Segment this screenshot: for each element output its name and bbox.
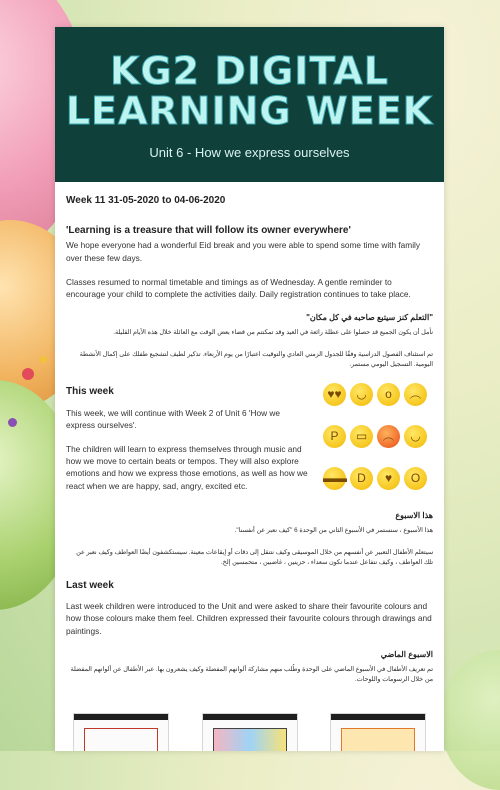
student-drawing-thumbnail[interactable]: [330, 713, 426, 751]
this-week-paragraph-2: The children will learn to express themselves through music and how we move to certain beats or tempos. They will also explore emotions and how we express those emotions, as well as how we react when we are happy, sad, angry, excited etc.: [66, 444, 308, 491]
kiss-icon: ♥: [377, 467, 400, 490]
header-banner: [55, 27, 444, 182]
this-week-section: [66, 382, 433, 503]
arabic-last-week-paragraph-1: تم تعريف الأطفال في الأسبوع الماضي على الوحدة وطُلب منهم مشاركة ألوانهم المفضلة وكيف يشعرون بها. عبر الأطفال عن ألوانهم المفضلة من خلال الرسومات واللوحات.: [70, 666, 433, 684]
sunglasses-icon: ▬▬: [323, 467, 346, 490]
emotions-emoji-grid: [323, 383, 433, 503]
green-balloon-small: [440, 650, 500, 790]
tears-of-joy-icon: ◡: [404, 425, 427, 448]
grin-icon: ▭: [350, 425, 373, 448]
newsletter-card: [55, 27, 444, 751]
last-week-heading: Last week: [66, 580, 114, 592]
student-drawing-thumbnail[interactable]: [202, 713, 298, 751]
arabic-intro-paragraph-2: تم استئناف الفصول الدراسية وفقًا للجدول الزمني العادي والتوقيت اعتبارًا من يوم الأربعاء. تذكير لطيف لتشجيع طفلك على إكمال الأنشطة اليومية. التسجيل اليومي مستمر.: [79, 351, 433, 369]
arabic-this-week-paragraph-2: سيتعلم الأطفال التعبير عن أنفسهم من خلال الموسيقى وكيف نتنقل إلى دقات أو إيقاعات معينة. سيستكشفون أيضًا العواطف وكيف نعبر عن تلك العواطف ، وكيف نتفاعل عندما نكون سعداء ، حزينين ، غاضبين ، متحمسين إلخ.: [76, 549, 433, 567]
tongue-out-icon: P: [323, 425, 346, 448]
laughing-icon: D: [350, 467, 373, 490]
confetti-dot: [22, 368, 34, 380]
intro-paragraph-1: We hope everyone had a wonderful Eid break and you were able to spend some time with family over these few days.: [66, 240, 421, 263]
smile-icon: ◡: [350, 383, 373, 406]
arabic-this-week-heading: هذا الاسبوع: [395, 510, 433, 520]
content-area: [55, 182, 444, 685]
confetti-dot: [8, 418, 17, 427]
confetti-dot: [40, 356, 47, 363]
week-line: Week 11 31-05-2020 to 04-06-2020: [66, 195, 226, 206]
arabic-quote-heading: "التعلم كنز سيتبع صاحبه في كل مكان": [306, 313, 433, 323]
page-title: KG2 DIGITAL LEARNING WEEK: [65, 49, 434, 133]
arabic-intro-paragraph-1: نأمل أن يكون الجميع قد حصلوا على عطلة رائعة في العيد وقد تمكنتم من قضاء بعض الوقت مع العائلة خلال هذه الأيام القليلة.: [113, 329, 433, 337]
student-drawing-thumbnail[interactable]: [73, 713, 169, 751]
surprised-icon: o: [377, 383, 400, 406]
crying-icon: ︵: [404, 383, 427, 406]
arabic-this-week-paragraph-1: هذا الأسبوع ، سنستمر في الأسبوع الثاني من الوحدة 6 "كيف نعبر عن أنفسنا".: [234, 527, 433, 535]
heart-eyes-icon: ♥♥: [323, 383, 346, 406]
student-work-gallery: [73, 713, 426, 751]
intro-paragraph-2: Classes resumed to normal timetable and timings as of Wednesday. A gentle reminder to encourage your child to complete the activities daily. Daily registration continues to take place.: [66, 276, 411, 300]
astonished-icon: O: [404, 467, 427, 490]
quote-heading: 'Learning is a treasure that will follow its owner everywhere': [66, 225, 351, 237]
this-week-heading: This week: [66, 386, 114, 398]
this-week-paragraph-1: This week, we will continue with Week 2 of Unit 6 'How we express ourselves'.: [66, 407, 281, 430]
last-week-paragraph-1: Last week children were introduced to the Unit and were asked to share their favourite colours and how those colours make them feel. Children expressed their favourite colours through drawings and paintings.: [66, 601, 432, 636]
arabic-last-week-heading: الاسبوع الماضي: [380, 649, 433, 659]
page-subtitle: Unit 6 - How we express ourselves: [149, 145, 350, 160]
angry-icon: ︵: [377, 425, 400, 448]
